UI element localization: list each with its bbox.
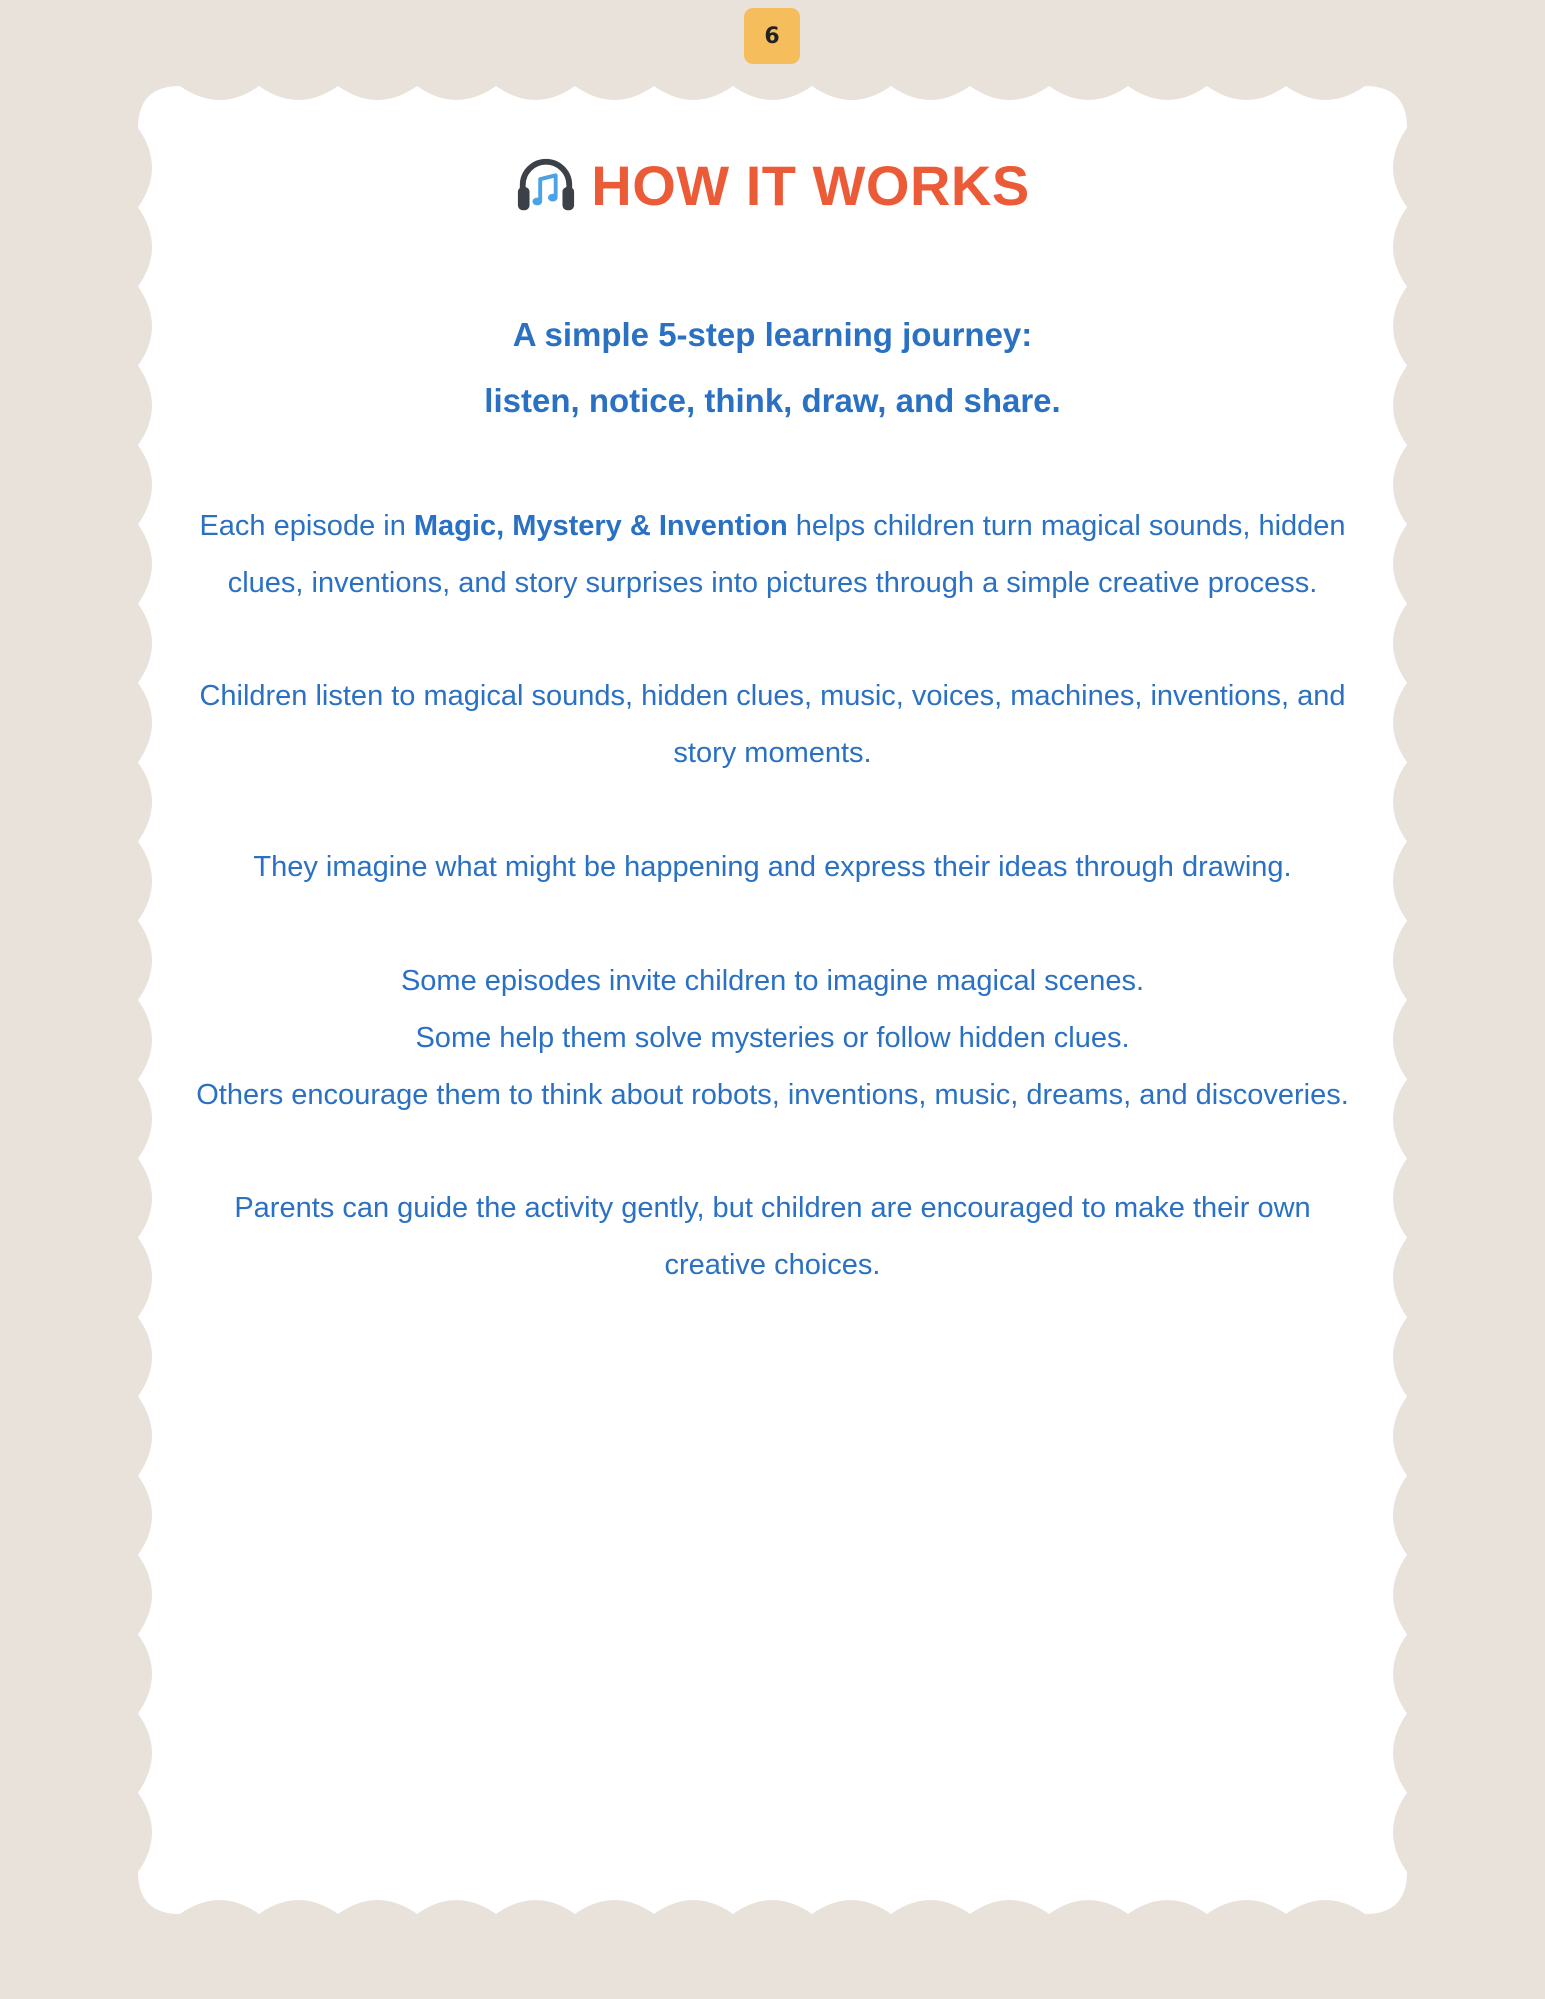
page-number-badge: 6 xyxy=(744,8,800,64)
episodes-line-1: Some episodes invite children to imagine magical scenes. xyxy=(400,965,1145,997)
parents-paragraph: Parents can guide the activity gently, but children are encouraged to make their own creative choices. xyxy=(234,1192,1311,1281)
intro-before: Each episode in xyxy=(199,510,414,542)
subtitle-line-1: A simple 5-step learning journey: xyxy=(512,316,1033,353)
intro-after: helps children turn magical sounds, hidden clues, inventions, and story surprises into pictures through a simple creative process. xyxy=(227,510,1346,599)
series-name: Magic, Mystery & Invention xyxy=(413,510,788,542)
listen-paragraph: Children listen to magical sounds, hidden clues, music, voices, machines, inventions, and story moments. xyxy=(199,680,1346,769)
subtitle-line-2: listen, notice, think, draw, and share. xyxy=(484,382,1061,419)
imagine-paragraph: They imagine what might be happening and express their ideas through drawing. xyxy=(253,851,1292,883)
headphones-music-icon xyxy=(515,154,577,216)
content-area xyxy=(190,140,1355,1294)
page-title-text: HOW IT WORKS xyxy=(591,153,1030,217)
episodes-line-2: Some help them solve mysteries or follow hidden clues. xyxy=(415,1022,1130,1054)
subtitle xyxy=(190,230,1355,434)
page-title xyxy=(190,140,1355,230)
episodes-paragraph xyxy=(190,896,1355,1124)
intro-paragraph xyxy=(190,434,1355,612)
episodes-line-3: Others encourage them to think about robots, inventions, music, dreams, and discoveries. xyxy=(196,1079,1349,1111)
